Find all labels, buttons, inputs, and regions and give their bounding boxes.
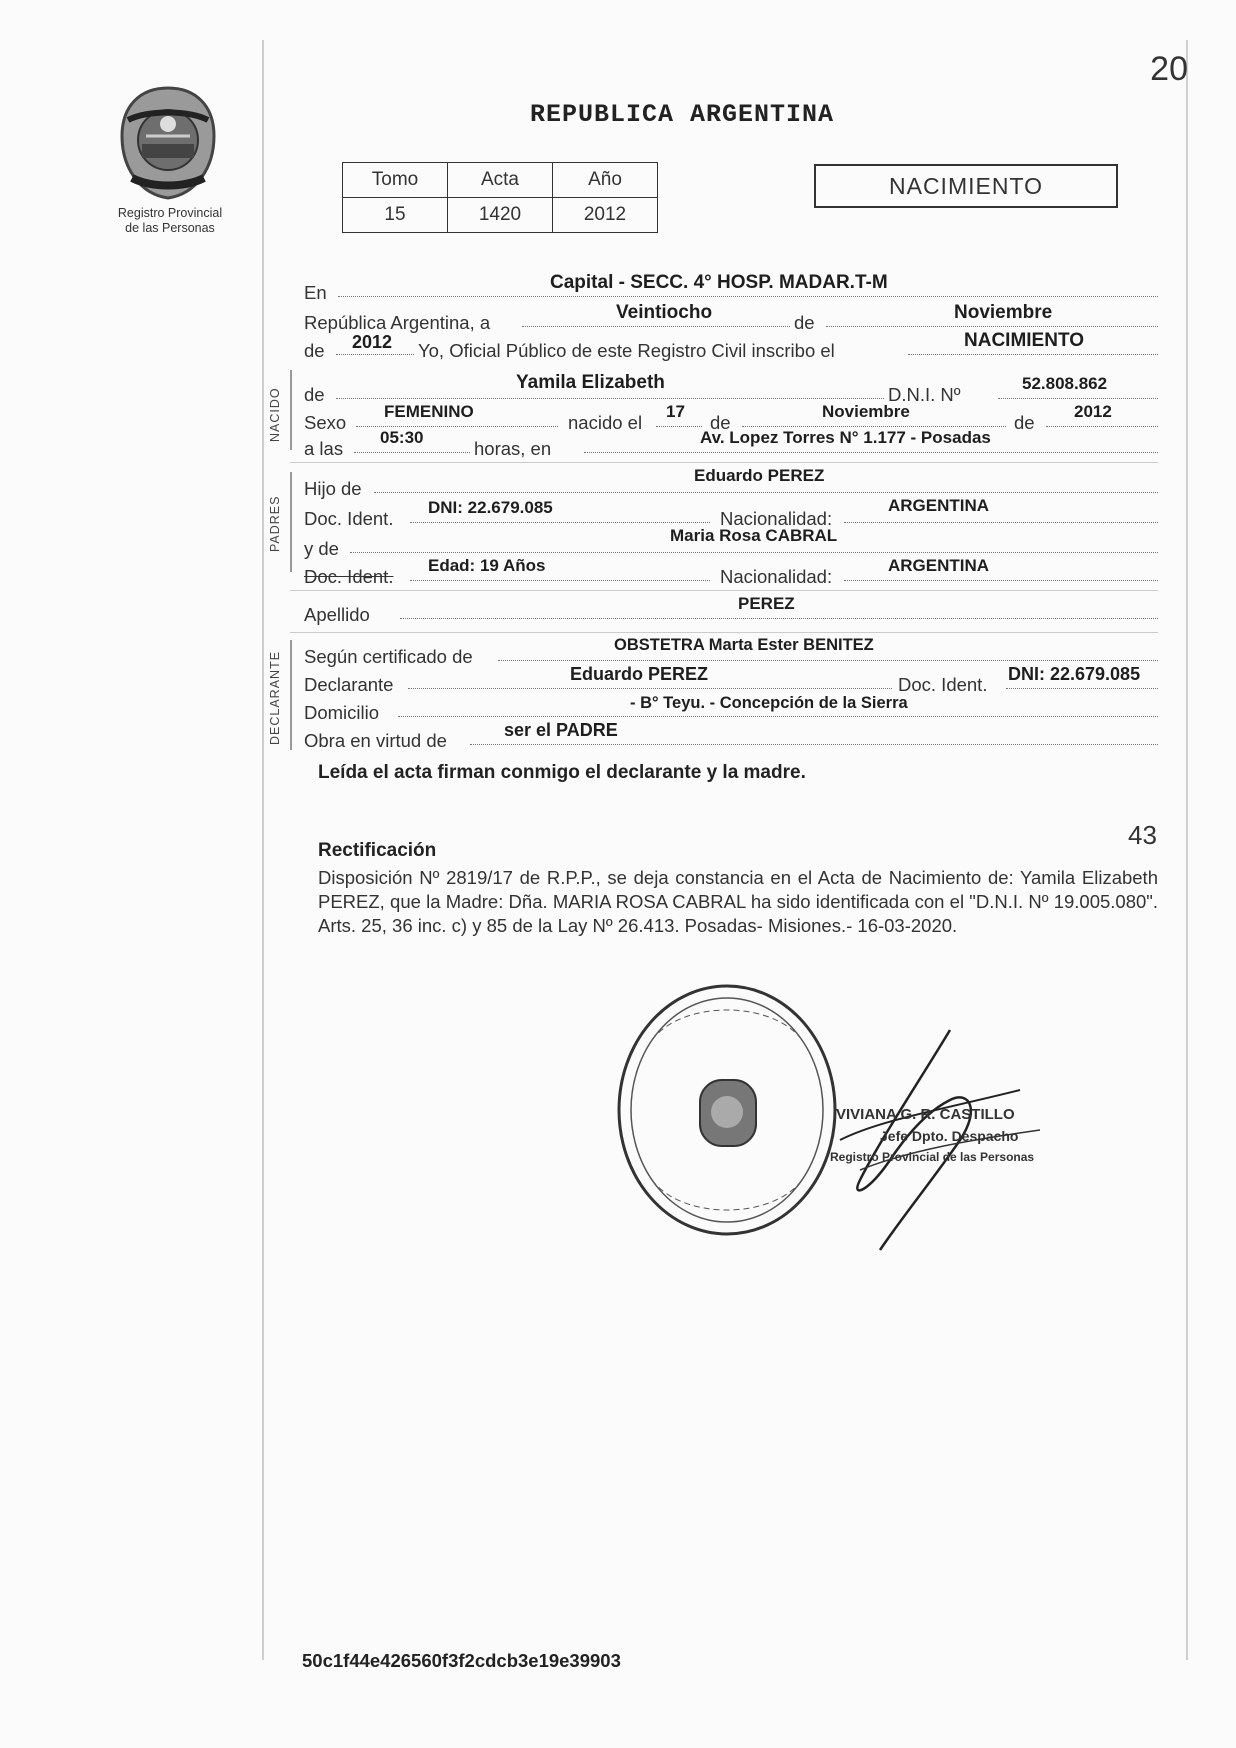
- label-oficial: Yo, Oficial Público de este Registro Civil inscribo el: [418, 340, 835, 361]
- dots-apellido: [400, 618, 1158, 619]
- section-declarante: DECLARANTE: [268, 650, 282, 745]
- value-acta: 1420: [448, 198, 553, 233]
- value-acto: NACIMIENTO: [964, 330, 1084, 351]
- value-padre: Eduardo PEREZ: [694, 466, 825, 485]
- value-mes: Noviembre: [954, 302, 1053, 323]
- dots-declarante-doc: [1006, 688, 1158, 689]
- label-de2: de: [304, 340, 325, 361]
- signatory-role: Jefe Dpto. Despacho: [880, 1128, 1019, 1144]
- label-y-de: y de: [304, 538, 339, 559]
- label-horas-en: horas, en: [474, 438, 552, 459]
- dots-dni: [998, 398, 1158, 399]
- dots-dia: [522, 326, 790, 327]
- document-hash: 50c1f44e426560f3f2cdcb3e19e39903: [302, 1650, 621, 1671]
- dots-padre-doc: [410, 522, 710, 523]
- section-declarante-bar: [290, 640, 292, 750]
- section-nacido-bar: [290, 370, 292, 450]
- label-nacionalidad2: Nacionalidad:: [720, 566, 833, 587]
- label-de: de: [794, 312, 815, 333]
- value-madre: Maria Rosa CABRAL: [670, 526, 838, 545]
- label-segun: Según certificado de: [304, 646, 473, 667]
- header-acta: Acta: [448, 163, 553, 198]
- dots-domicilio: [398, 716, 1158, 717]
- dots-hora: [354, 452, 470, 453]
- value-padre-doc: DNI: 22.679.085: [428, 498, 553, 517]
- dots-mes-nac: [742, 426, 1006, 427]
- label-apellido: Apellido: [304, 604, 370, 625]
- header-anio: Año: [553, 163, 658, 198]
- dots-madre-nac: [844, 580, 1158, 581]
- label-republica: República Argentina, a: [304, 312, 491, 333]
- dots-obra: [470, 744, 1158, 745]
- value-nombre: Yamila Elizabeth: [516, 372, 665, 393]
- dots-lugar-nac: [584, 452, 1158, 453]
- value-hora: 05:30: [380, 428, 424, 447]
- value-anio: 2012: [553, 198, 658, 233]
- value-mes-nac: Noviembre: [822, 402, 910, 421]
- label-de4: de: [710, 412, 731, 433]
- dots-padre-nac: [844, 522, 1158, 523]
- divider-2: [290, 590, 1158, 591]
- label-sexo: Sexo: [304, 412, 347, 433]
- dots-nombre: [336, 398, 884, 399]
- header-tomo: Tomo: [343, 163, 448, 198]
- value-anio: 2012: [352, 332, 393, 352]
- value-dni-nacido: 52.808.862: [1022, 374, 1108, 393]
- country-title: REPUBLICA ARGENTINA: [530, 100, 835, 129]
- label-nacionalidad: Nacionalidad:: [720, 508, 833, 529]
- dots-en: [338, 296, 1158, 297]
- label-a-las: a las: [304, 438, 344, 459]
- label-hijo-de: Hijo de: [304, 478, 362, 499]
- label-nacido-el: nacido el: [568, 412, 643, 433]
- dots-anio-nac: [1046, 426, 1158, 427]
- label-doc-ident2: Doc. Ident.: [304, 566, 394, 587]
- value-apellido: PEREZ: [738, 594, 795, 613]
- dots-sexo: [356, 426, 558, 427]
- value-madre-doc: Edad: 19 Años: [428, 556, 546, 575]
- closing-statement: Leída el acta firman conmigo el declarante y la madre.: [318, 762, 806, 783]
- record-table: [342, 162, 658, 233]
- value-padre-nac: ARGENTINA: [888, 496, 990, 515]
- value-certificado: OBSTETRA Marta Ester BENITEZ: [614, 636, 874, 654]
- value-sexo: FEMENINO: [384, 402, 474, 421]
- divider-1: [290, 462, 1158, 463]
- signatory-name: VIVIANA G. R. CASTILLO: [836, 1106, 1015, 1123]
- dots-mes: [826, 326, 1158, 327]
- label-de3: de: [304, 384, 325, 405]
- value-tomo: 15: [343, 198, 448, 233]
- label-doc-ident3: Doc. Ident.: [898, 674, 988, 695]
- value-dia-letras: Veintiocho: [616, 302, 713, 323]
- label-declarante: Declarante: [304, 674, 394, 695]
- dots-madre-doc: [410, 580, 710, 581]
- record-table-values: [343, 198, 658, 233]
- value-dia-nac: 17: [666, 402, 685, 421]
- label-en: En: [304, 282, 327, 303]
- dots-anio: [336, 354, 414, 355]
- annotation-number: 43: [1128, 820, 1157, 850]
- registry-line-1: Registro Provincial: [117, 206, 223, 220]
- rectificacion-heading: Rectificación: [318, 840, 437, 861]
- dots-certificado: [498, 660, 1158, 661]
- value-declarante: Eduardo PEREZ: [570, 664, 709, 684]
- value-domicilio: - B° Teyu. - Concepción de la Sierra: [630, 694, 908, 712]
- misiones-seal-icon: [118, 84, 218, 202]
- dots-acto: [908, 354, 1158, 355]
- dots-dia-nac: [656, 426, 702, 427]
- signatory-org: Registro Provincial de las Personas: [830, 1150, 1035, 1164]
- registry-line-2: de las Personas: [125, 221, 215, 235]
- value-obra: ser el PADRE: [504, 720, 618, 740]
- left-margin-rule: [262, 40, 264, 1660]
- section-padres: PADRES: [268, 495, 282, 552]
- right-margin-rule: [1186, 40, 1188, 1660]
- label-doc-ident: Doc. Ident.: [304, 508, 394, 529]
- label-de5: de: [1014, 412, 1035, 433]
- label-domicilio: Domicilio: [304, 702, 380, 723]
- page-number: 20: [1150, 50, 1188, 88]
- record-table-header: [343, 163, 658, 198]
- value-anio-nac: 2012: [1074, 402, 1112, 421]
- registry-caption: [90, 206, 250, 236]
- dots-declarante: [408, 688, 892, 689]
- dots-madre: [350, 552, 1158, 553]
- value-lugar: Capital - SECC. 4° HOSP. MADAR.T-M: [550, 272, 888, 293]
- record-type-box: NACIMIENTO: [814, 164, 1118, 208]
- section-padres-bar: [290, 472, 292, 572]
- value-lugar-nac: Av. Lopez Torres N° 1.177 - Posadas: [700, 428, 991, 447]
- dots-padre: [374, 492, 1158, 493]
- section-nacido: NACIDO: [268, 387, 282, 442]
- value-madre-nac: ARGENTINA: [888, 556, 990, 575]
- rectificacion-text: Disposición Nº 2819/17 de R.P.P., se deja constancia en el Acta de Nacimiento de: Yamila Elizabeth PEREZ, que la Madre: Dña. MARIA ROSA CABRAL ha sido identificada con el "D.N.I. Nº 19.005.080". Arts. 25, 36 inc. c) y 85 de la Lay Nº 26.413. Posadas- Misiones.- 16-03-2020.: [318, 867, 1158, 936]
- divider-3: [290, 632, 1158, 633]
- value-declarante-doc: DNI: 22.679.085: [1008, 664, 1141, 684]
- label-dni: D.N.I. Nº: [888, 384, 961, 405]
- label-obra: Obra en virtud de: [304, 730, 447, 751]
